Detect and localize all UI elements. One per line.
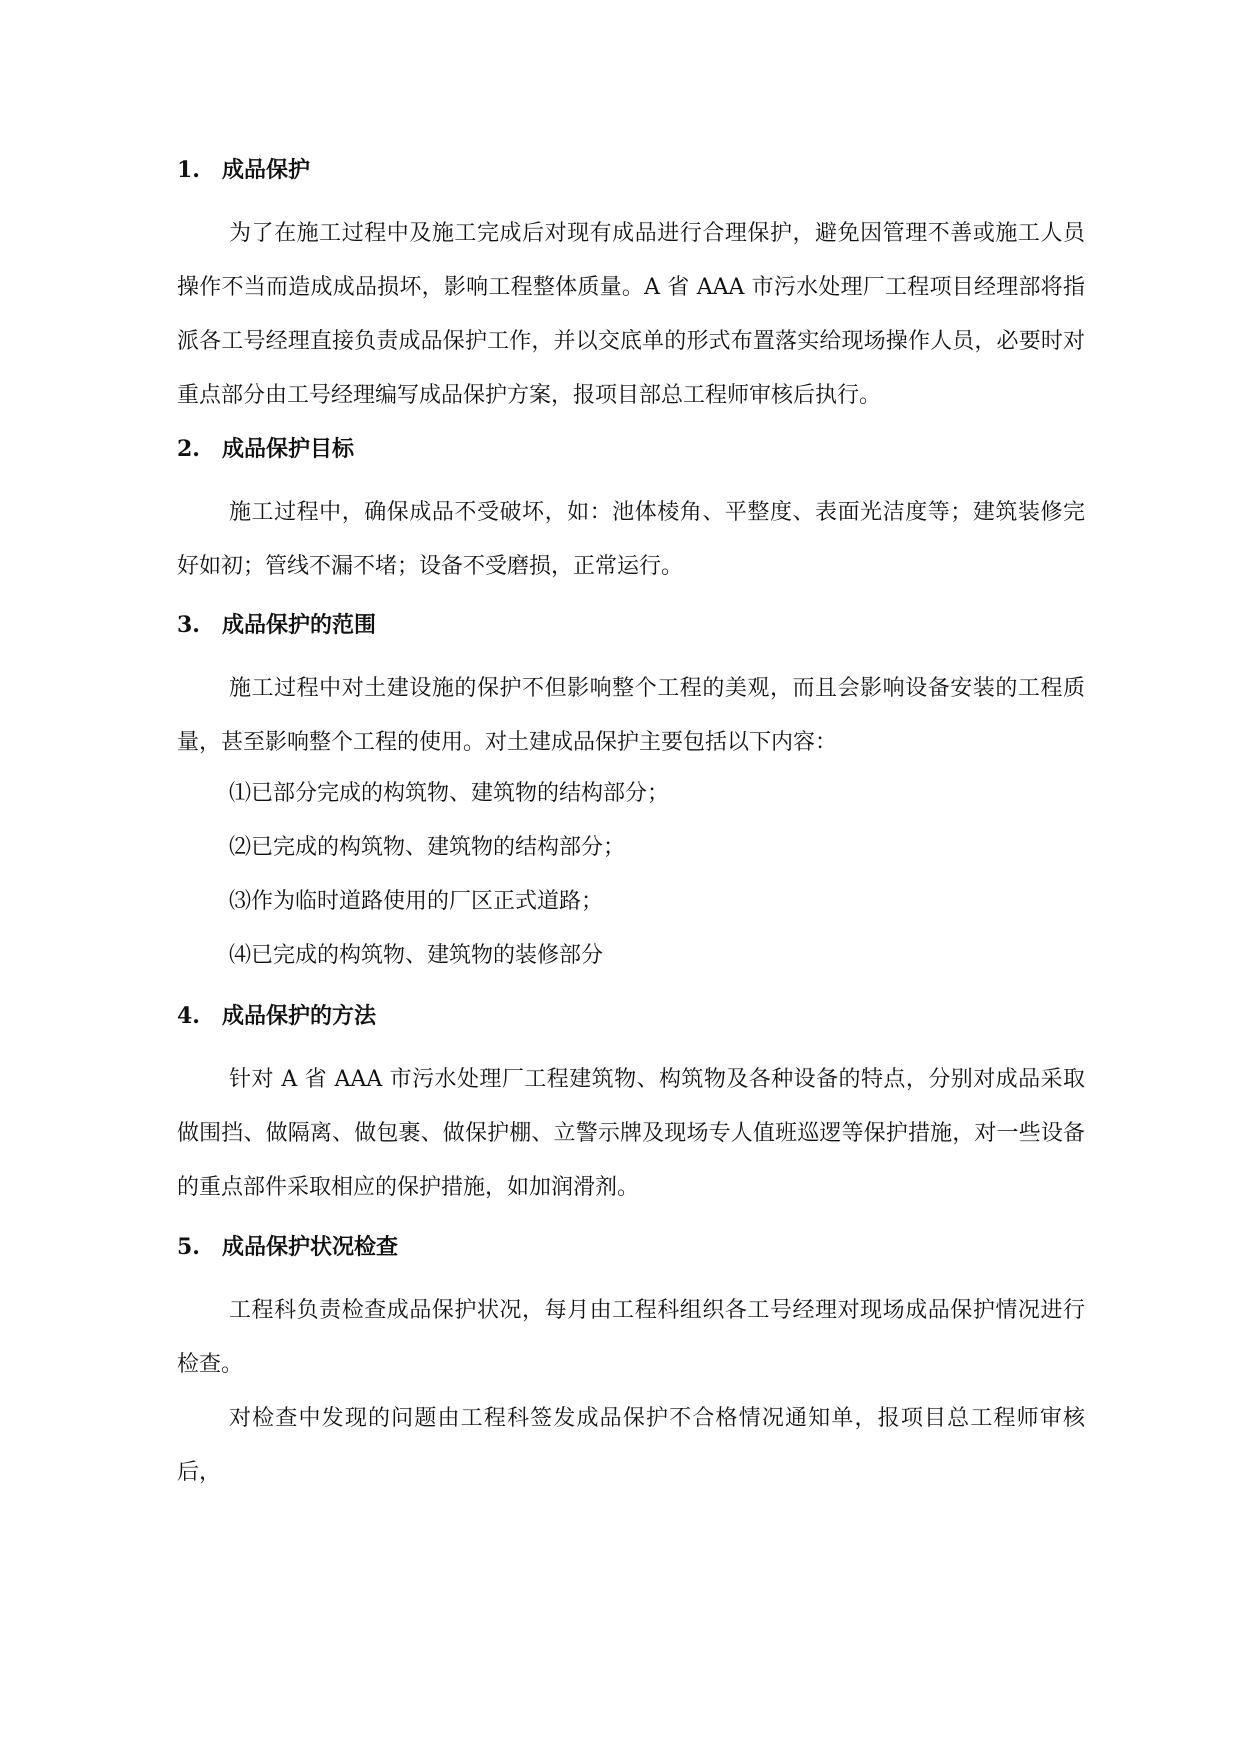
section-title: 成品保护的方法 [222, 1003, 377, 1029]
paragraph: 为了在施工过程中及施工完成后对现有成品进行合理保护，避免因管理不善或施工人员操作不当而造成成品损坏，影响工程整体质量。A 省 AAA 市污水处理厂工程项目经理部将指派各工号经理直接负责成品保护工作，并以交底单的形式布置落实给现场操作人员，必要时对重点部分由工号经理编写成品保护方案，报项目部总工程师审核后执行。 [177, 221, 1085, 408]
section-number: 4. [177, 1003, 200, 1029]
section-title: 成品保护 [222, 157, 311, 183]
section-heading-1 [177, 155, 310, 185]
section-heading-2 [177, 434, 354, 464]
paragraph: 工程科负责检查成品保护状况，每月由工程科组织各工号经理对现场成品保护情况进行检查。 [177, 1298, 1085, 1377]
section-heading-4 [177, 1001, 376, 1031]
list-item: ⑵已完成的构筑物、建筑物的结构部分； [229, 835, 626, 860]
section-number: 3. [177, 612, 200, 638]
paragraph: 针对 A 省 AAA 市污水处理厂工程建筑物、构筑物及各种设备的特点，分别对成品采取做围挡、做隔离、做包裹、做保护棚、立警示牌及现场专人值班巡逻等保护措施，对一些设备的重点部件采取相应的保护措施，如加润滑剂。 [177, 1067, 1085, 1200]
list-item: ⑷已完成的构筑物、建筑物的装修部分 [229, 943, 604, 968]
list-item: ⑶作为临时道路使用的厂区正式道路； [229, 889, 604, 914]
list-item: ⑴已部分完成的构筑物、建筑物的结构部分； [229, 781, 670, 806]
paragraph: 对检查中发现的问题由工程科签发成品保护不合格情况通知单，报项目总工程师审核后， [177, 1406, 1085, 1485]
section-heading-5 [177, 1232, 398, 1262]
section-title: 成品保护状况检查 [222, 1234, 399, 1260]
section-number: 1. [177, 157, 200, 183]
section-heading-3 [177, 610, 376, 640]
section-number: 5. [177, 1234, 200, 1260]
paragraph: 施工过程中，确保成品不受破坏，如：池体棱角、平整度、表面光洁度等；建筑装修完好如初；管线不漏不堵；设备不受磨损，正常运行。 [177, 500, 1085, 579]
paragraph: 施工过程中对土建设施的保护不但影响整个工程的美观，而且会影响设备安装的工程质量，甚至影响整个工程的使用。对土建成品保护主要包括以下内容： [177, 676, 1085, 755]
section-title: 成品保护的范围 [222, 612, 377, 638]
section-title: 成品保护目标 [222, 436, 355, 462]
section-number: 2. [177, 436, 200, 462]
